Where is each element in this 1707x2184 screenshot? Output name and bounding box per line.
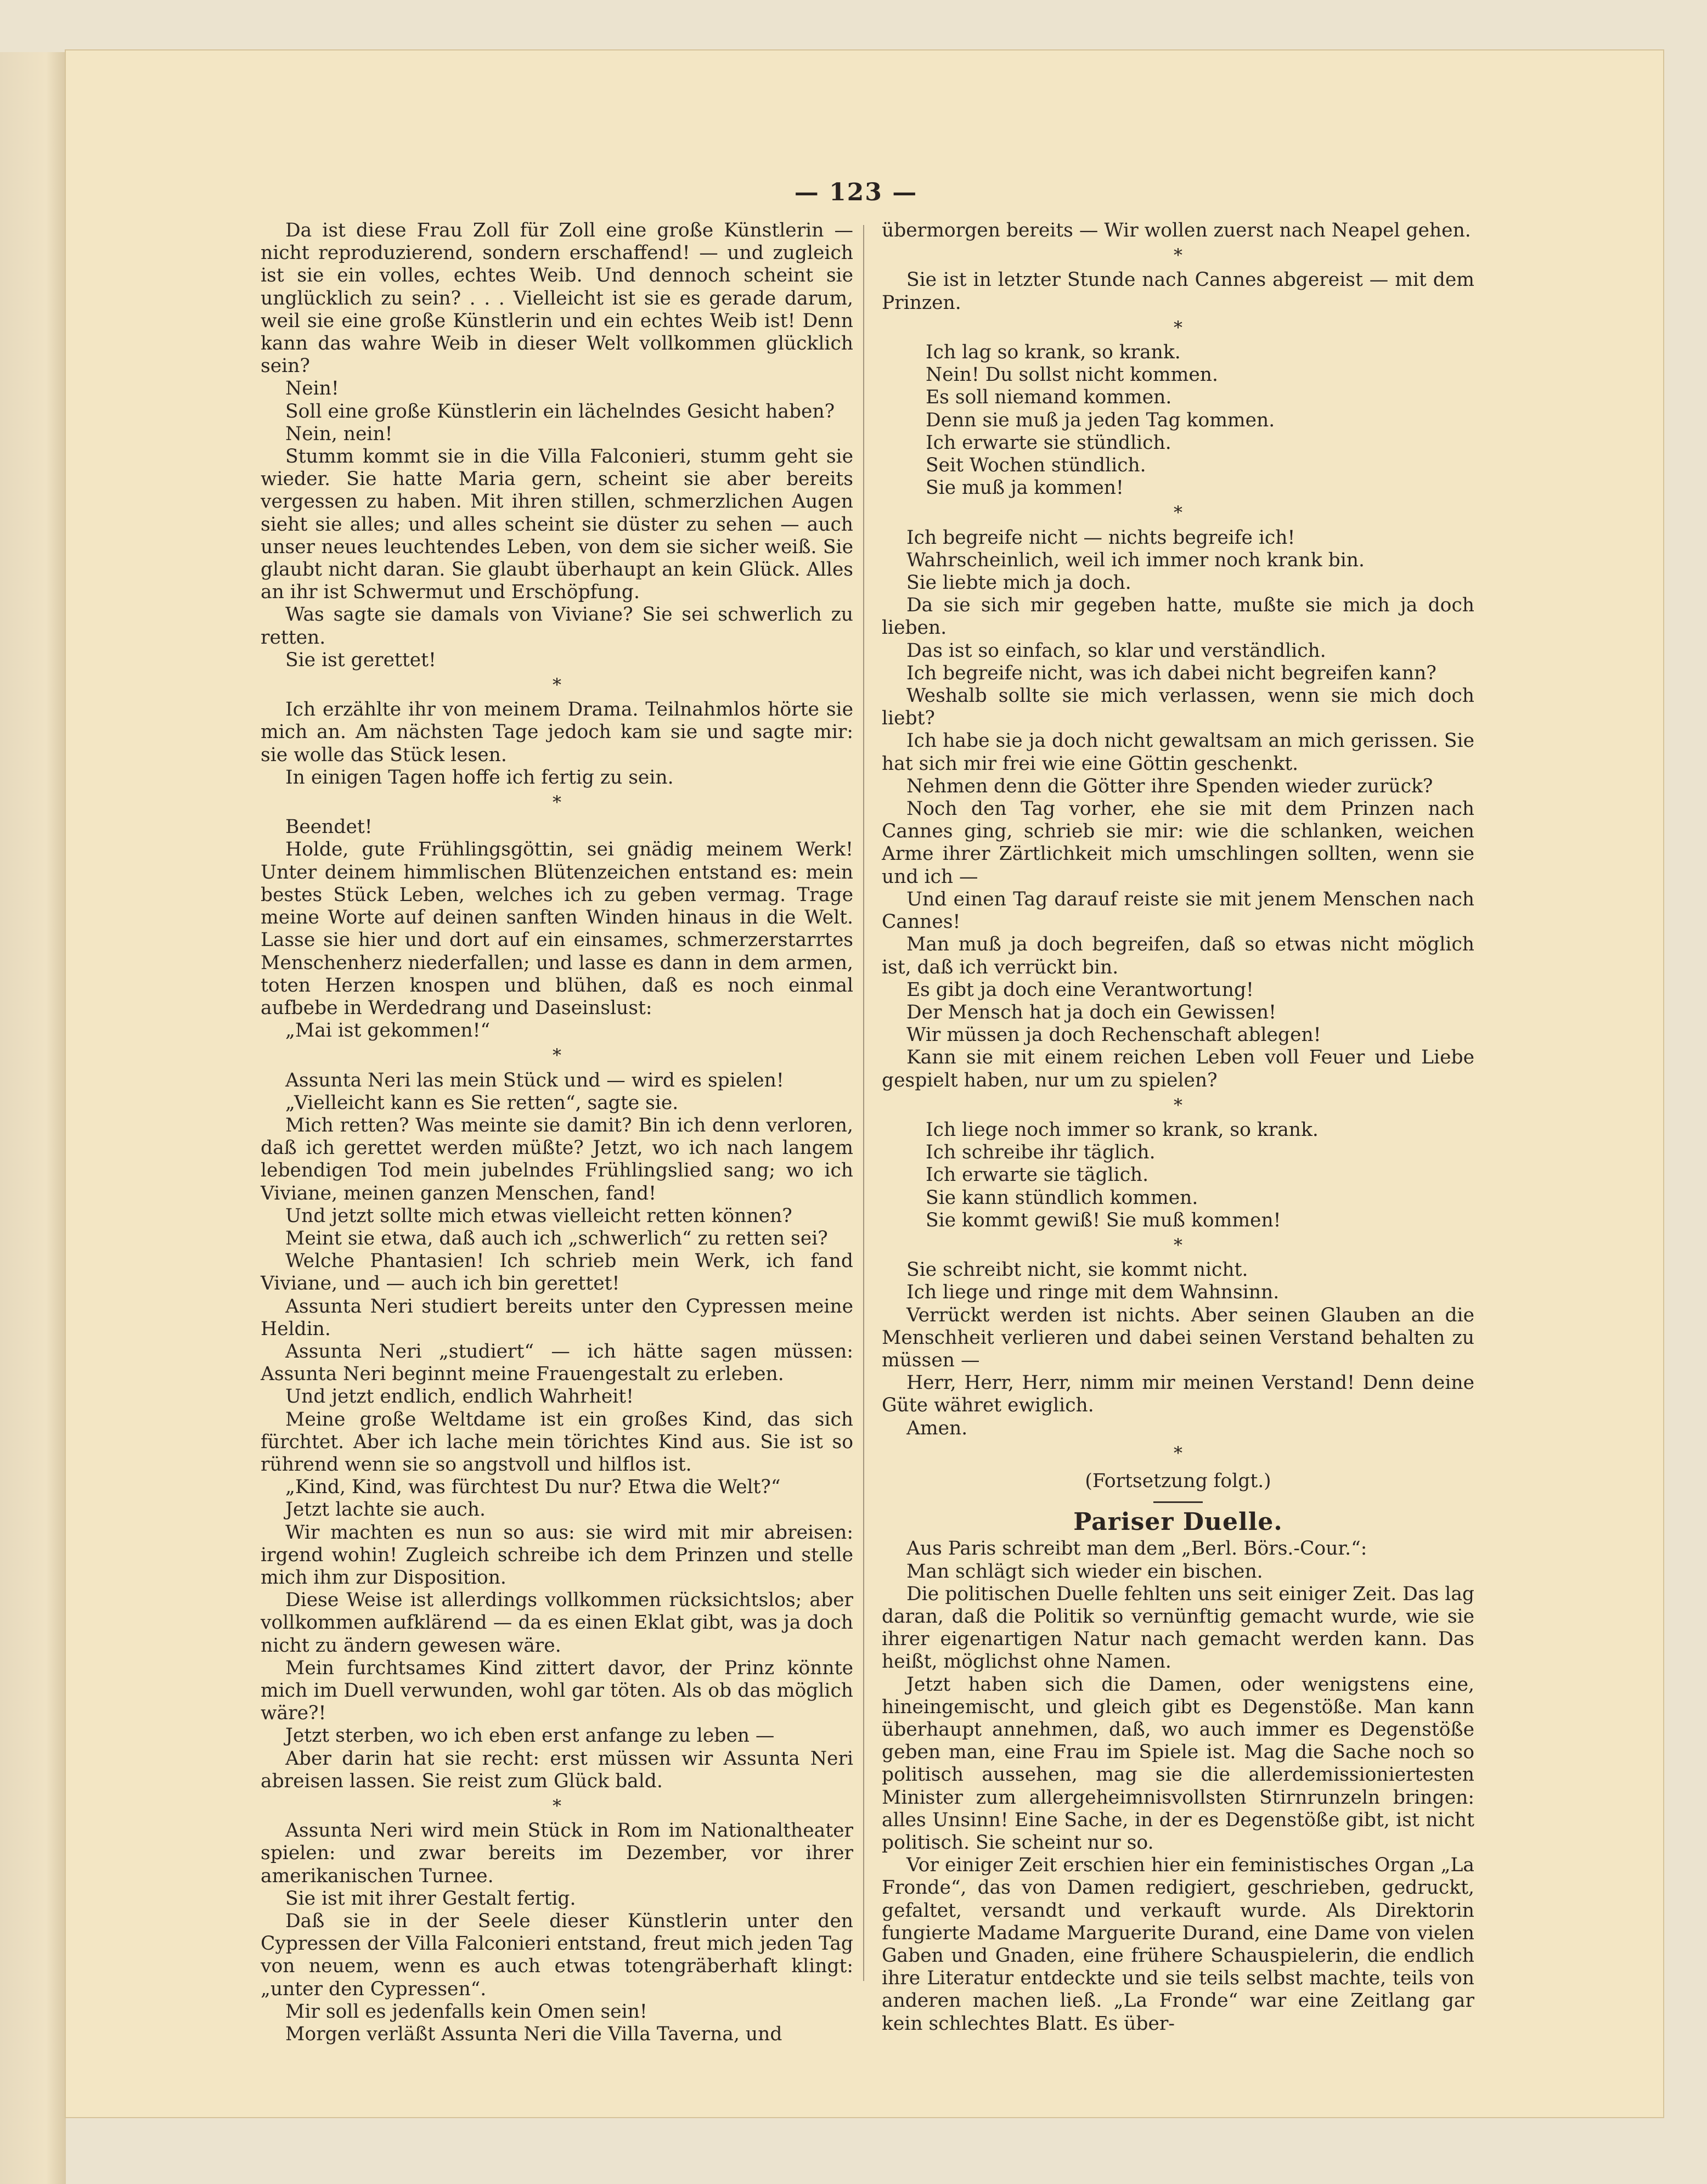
page-number: — 123 — [794, 178, 918, 206]
paragraph: Ich liege und ringe mit dem Wahnsinn. [906, 1281, 1280, 1304]
right-column [882, 219, 1474, 2035]
paragraph: Nein! [285, 378, 339, 400]
verse-line: Denn sie muß ja jeden Tag kommen. [926, 409, 1275, 431]
paragraph: Ich habe sie ja doch nicht gewaltsam an mich gerissen. Sie hat sich mir frei wie eine Göttin geschenkt. [882, 730, 1474, 775]
section-star: * [553, 1795, 561, 1817]
paragraph: Wir machten es nun so aus: sie wird mit mir abreisen: irgend wohin! Zugleich schreibe ich dem Prinzen und stelle mich ihm zur Disposition. [261, 1521, 853, 1589]
paragraph: Holde, gute Frühlingsgöttin, sei gnädig meinem Werk! Unter deinem himmlischen Blütenzeichen entstand es: mein bestes Stück Leben, welches ich zu geben vermag. Trage meine Worte auf deinen sanften Winden hinaus in die Welt. Lasse sie hier und dort auf ein einsames, schmerzerstarrtes Menschenherz niederfallen; und lasse es dann in dem armen, toten Herzen knospen und blühen, daß es noch einmal aufbebe in Werdedrang und Daseinslust: [261, 838, 853, 1019]
section-star: * [1174, 1234, 1182, 1256]
paragraph: Verrückt werden ist nichts. Aber seinen Glauben an die Menschheit verlieren und dabei seinen Verstand behalten zu müssen — [882, 1304, 1474, 1371]
paragraph: Meint sie etwa, daß auch ich „schwerlich“ zu retten sei? [285, 1227, 828, 1249]
paragraph: Das ist so einfach, so klar und verständlich. [906, 639, 1326, 662]
paragraph: Diese Weise ist allerdings vollkommen rücksichtslos; aber vollkommen aufklärend — da es einen Eklat gibt, was ja doch nicht zu ändern gewesen wäre. [261, 1589, 853, 1657]
section-star: * [553, 792, 561, 813]
paragraph: Beendet! [285, 816, 373, 838]
paragraph: Daß sie in der Seele dieser Künstlerin unter den Cypressen der Villa Falconieri entstand, freut mich jeden Tag von neuem, wenn es auch etwas totengräberhaft klingt: „unter den Cypressen“. [261, 1910, 853, 2000]
paragraph: Ich begreife nicht — nichts begreife ich! [906, 526, 1295, 549]
paragraph: Mein furchtsames Kind zittert davor, der Prinz könnte mich im Duell verwunden, wohl gar töten. Als ob das möglich wäre?! [261, 1657, 853, 1725]
paragraph: Mir soll es jedenfalls kein Omen sein! [285, 2000, 647, 2023]
paragraph: Aber darin hat sie recht: erst müssen wir Assunta Neri abreisen lassen. Sie reist zum Glück bald. [261, 1747, 853, 1792]
paragraph: Sie schreibt nicht, sie kommt nicht. [906, 1259, 1248, 1281]
paragraph: Der Mensch hat ja doch ein Gewissen! [906, 1001, 1277, 1023]
verse-line: Ich schreibe ihr täglich. [926, 1141, 1156, 1164]
paragraph: Wahrscheinlich, weil ich immer noch krank bin. [906, 549, 1365, 571]
paragraph: Assunta Neri wird mein Stück in Rom im Nationaltheater spielen: und zwar bereits im Dezember, vor ihrer amerikanischen Turnee. [261, 1820, 853, 1887]
left-column [261, 219, 853, 2046]
paragraph: Sie ist gerettet! [285, 649, 436, 671]
paragraph: Nein, nein! [285, 423, 393, 445]
paragraph: Jetzt lachte sie auch. [285, 1499, 486, 1521]
paragraph: „Vielleicht kann es Sie retten“, sagte sie. [285, 1091, 679, 1114]
paragraph: Und jetzt sollte mich etwas vielleicht retten können? [285, 1204, 792, 1227]
section-star: * [553, 674, 561, 696]
section-star: * [553, 1045, 561, 1066]
paragraph: Assunta Neri „studiert“ — ich hätte sagen müssen: Assunta Neri beginnt meine Frauengestalt zu erleben. [261, 1340, 853, 1386]
verse-line: Ich liege noch immer so krank, so krank. [926, 1118, 1319, 1141]
section-star: * [1174, 502, 1182, 524]
verse-line: Sie muß ja kommen! [926, 477, 1124, 499]
paragraph: Es gibt ja doch eine Verantwortung! [906, 978, 1254, 1001]
paragraph: Welche Phantasien! Ich schrieb mein Werk, ich fand Viviane, und — auch ich bin gerettet! [261, 1250, 853, 1295]
paragraph: Herr, Herr, Herr, nimm mir meinen Verstand! Denn deine Güte währet ewiglich. [882, 1372, 1474, 1417]
verse-line: Seit Wochen stündlich. [926, 454, 1146, 477]
paragraph: Jetzt sterben, wo ich eben erst anfange zu leben — [285, 1725, 775, 1747]
verse-line: Nein! Du sollst nicht kommen. [926, 364, 1218, 386]
paragraph: Nehmen denn die Götter ihre Spenden wieder zurück? [906, 775, 1433, 797]
verse-line: Ich erwarte sie täglich. [926, 1164, 1149, 1186]
section-rule [1153, 1501, 1203, 1503]
paragraph: Was sagte sie damals von Viviane? Sie sei schwerlich zu retten. [261, 604, 853, 649]
paragraph: Morgen verläßt Assunta Neri die Villa Taverna, und [285, 2023, 782, 2046]
paragraph: Die politischen Duelle fehlten uns seit einiger Zeit. Das lag daran, daß die Politik so vernünftig gemacht wurde, wie sie ihrer eigenartigen Natur nach gemacht werden kann. Das heißt, möglichst ohne Namen. [882, 1583, 1474, 1673]
paragraph: Stumm kommt sie in die Villa Falconieri, stumm geht sie wieder. Sie hatte Maria gern, scheint sie aber bereits vergessen zu haben. Mit ihren stillen, schmerzlichen Augen sieht sie alles; und alles scheint sie düster zu sehen — auch unser neues leuchtendes Leben, von dem sie sicher weiß. Sie glaubt nicht daran. Sie glaubt überhaupt an kein Glück. Alles an ihr ist Schwermut und Erschöpfung. [261, 446, 853, 604]
paragraph: Assunta Neri studiert bereits unter den Cypressen meine Heldin. [261, 1295, 853, 1340]
section-star: * [1174, 1094, 1182, 1116]
paragraph: Vor einiger Zeit erschien hier ein feministisches Organ „La Fronde“, das von Damen redigiert, geschrieben, gedruckt, gefaltet, versandt und verkauft wurde. Als Direktorin fungierte Madame Marguerite Durand, eine Dame von vielen Gaben und Gnaden, eine frühere Schauspielerin, die endlich ihre Literatur entdeckte und sie teils selbst machte, teils von anderen machen ließ. „La Fronde“ war eine Zeitlang gar kein schlechtes Blatt. Es über- [882, 1854, 1474, 2035]
previous-page-edge [0, 52, 66, 2184]
paragraph: In einigen Tagen hoffe ich fertig zu sein. [285, 766, 674, 789]
continuation-note: (Fortsetzung folgt.) [1085, 1470, 1271, 1492]
paragraph: Wir müssen ja doch Rechenschaft ablegen! [906, 1024, 1321, 1046]
section-star: * [1174, 1442, 1182, 1463]
paragraph: Da sie sich mir gegeben hatte, mußte sie mich ja doch lieben. [882, 594, 1474, 639]
column-divider [863, 225, 864, 1981]
paragraph: Da ist diese Frau Zoll für Zoll eine große Künstlerin — nicht reproduzierend, sondern erschaffend! — und zugleich ist sie ein volles, echtes Weib. Und dennoch scheint sie unglücklich zu sein? . . . Vielleicht ist sie es gerade darum, weil sie eine große Künstlerin und ein echtes Weib ist! Denn kann das wahre Weib in dieser Welt vollkommen glücklich sein? [261, 219, 853, 378]
verse-line: Es soll niemand kommen. [926, 386, 1172, 409]
paragraph: Jetzt haben sich die Damen, oder wenigstens eine, hineingemischt, und gleich gibt es Degenstöße. Man kann überhaupt annehmen, daß, wo auch immer es Degenstöße geben man, eine Frau im Spiele ist. Mag die Sache noch so politisch aussehen, mag sie die allerdemissioniertesten Minister zum allergeheimnisvollsten Stirnrunzeln bringen: alles Unsinn! Eine Sache, in der es Degenstöße gibt, ist nicht politisch. Sie scheint nur so. [882, 1673, 1474, 1854]
article-heading: Pariser Duelle. [1073, 1508, 1283, 1536]
paragraph: Sie ist mit ihrer Gestalt fertig. [285, 1887, 576, 1910]
paragraph: Kann sie mit einem reichen Leben voll Feuer und Liebe gespielt haben, nur um zu spielen? [882, 1046, 1474, 1091]
paragraph: Amen. [906, 1417, 968, 1439]
paragraph: Assunta Neri las mein Stück und — wird es spielen! [285, 1069, 784, 1091]
paragraph: Soll eine große Künstlerin ein lächelndes Gesicht haben? [285, 400, 835, 423]
section-star: * [1174, 245, 1182, 266]
paragraph: Und jetzt endlich, endlich Wahrheit! [285, 1386, 634, 1408]
verse-line: Ich erwarte sie stündlich. [926, 431, 1171, 454]
paragraph: Sie ist in letzter Stunde nach Cannes abgereist — mit dem Prinzen. [882, 269, 1474, 314]
verse-line: Sie kommt gewiß! Sie muß kommen! [926, 1209, 1281, 1231]
section-star: * [1174, 317, 1182, 338]
paragraph: Ich erzählte ihr von meinem Drama. Teilnahmlos hörte sie mich an. Am nächsten Tage jedoch kam sie und sagte mir: sie wolle das Stück lesen. [261, 699, 853, 766]
paragraph: Sie liebte mich ja doch. [906, 572, 1131, 594]
verse-line: Ich lag so krank, so krank. [926, 341, 1181, 364]
paragraph: Ich begreife nicht, was ich dabei nicht begreifen kann? [906, 662, 1436, 684]
paragraph: Und einen Tag darauf reiste sie mit jenem Menschen nach Cannes! [882, 888, 1474, 933]
paragraph: übermorgen bereits — Wir wollen zuerst nach Neapel gehen. [882, 219, 1471, 241]
paragraph: „Mai ist gekommen!“ [285, 1020, 491, 1042]
verse-line: Sie kann stündlich kommen. [926, 1186, 1198, 1209]
paragraph: Man muß ja doch begreifen, daß so etwas nicht möglich ist, daß ich verrückt bin. [882, 933, 1474, 978]
paragraph: Noch den Tag vorher, ehe sie mit dem Prinzen nach Cannes ging, schrieb sie mir: wie die schlanken, weichen Arme ihrer Zärtlichkeit mich umschlingen sollten, wenn sie und ich — [882, 798, 1474, 888]
paragraph: Aus Paris schreibt man dem „Berl. Börs.-Cour.“: [906, 1538, 1367, 1560]
paragraph: „Kind, Kind, was fürchtest Du nur? Etwa die Welt?“ [285, 1476, 781, 1499]
paragraph: Mich retten? Was meinte sie damit? Bin ich denn verloren, daß ich gerettet werden müßte? Jetzt, wo ich nach langem lebendigen Tod mein jubelndes Frühlingslied sang; wo ich Viviane, meinen ganzen Menschen, fand! [261, 1114, 853, 1204]
paragraph: Weshalb sollte sie mich verlassen, wenn sie mich doch liebt? [882, 685, 1474, 730]
paragraph: Meine große Weltdame ist ein großes Kind, das sich fürchtet. Aber ich lache mein törichtes Kind aus. Sie ist so rührend wenn sie so angstvoll und hilflos ist. [261, 1408, 853, 1476]
paragraph: Man schlägt sich wieder ein bischen. [906, 1560, 1263, 1583]
